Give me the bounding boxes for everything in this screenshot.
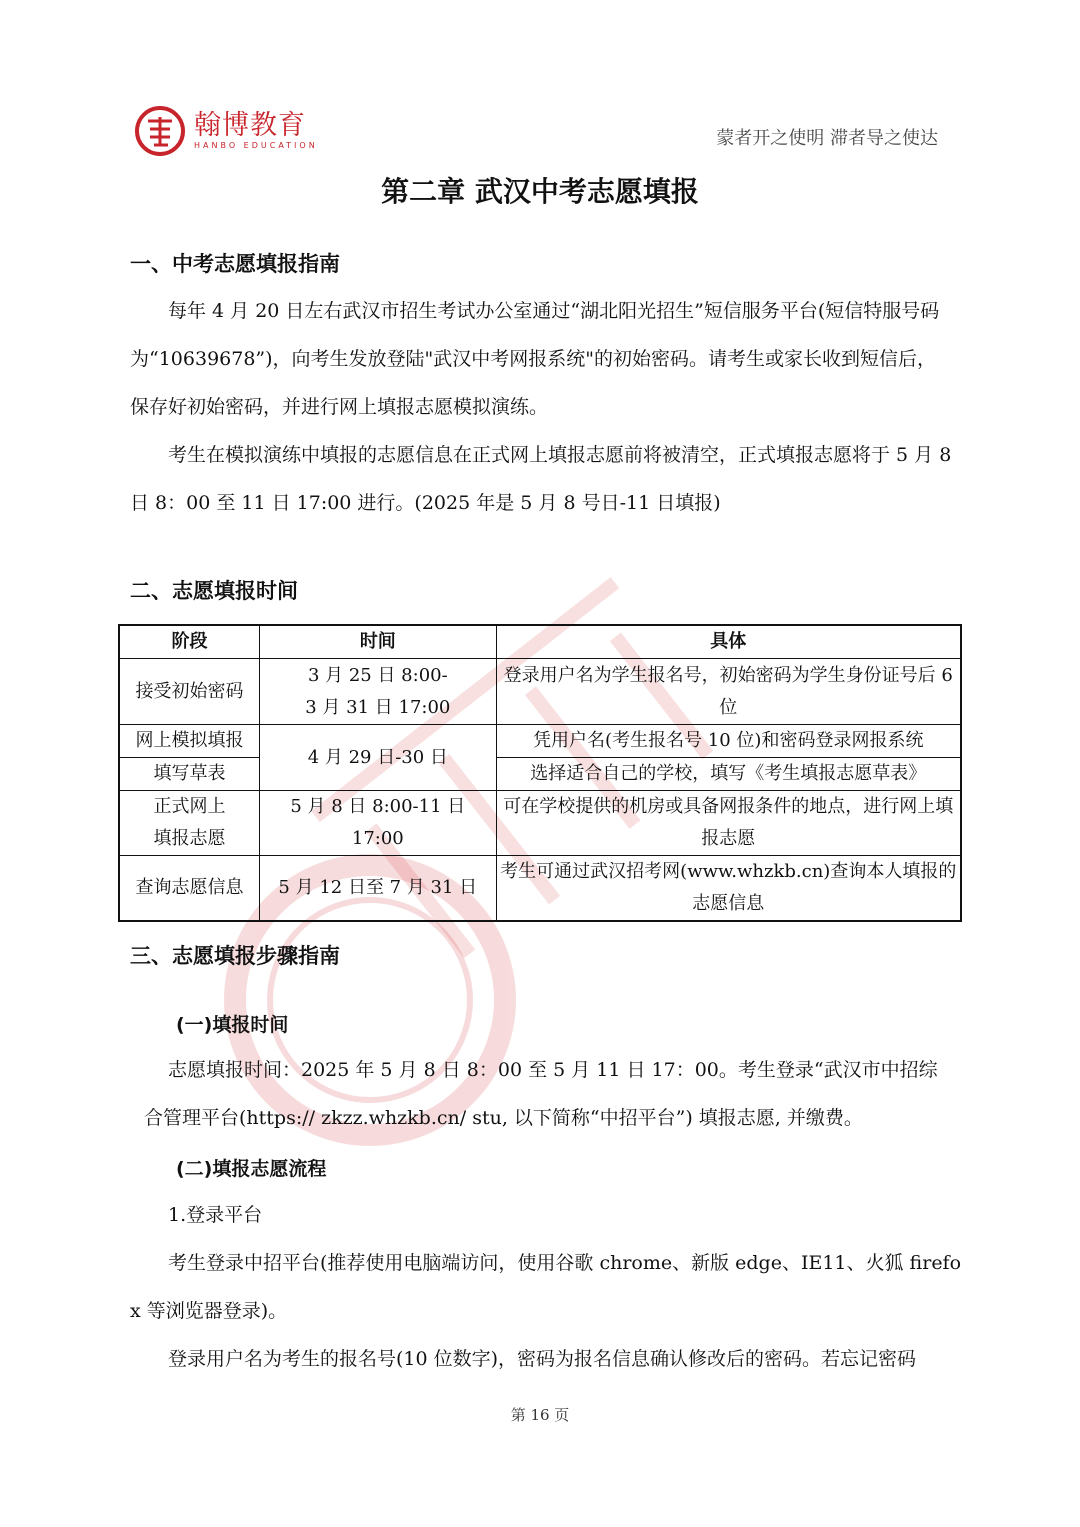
- table-cell-time: 5 月 8 日 8:00-11 日 17:00: [260, 791, 496, 856]
- table-header-cell: 具体: [496, 625, 961, 659]
- table-cell-detail: 可在学校提供的机房或具备网报条件的地点，进行网上填报志愿: [496, 791, 961, 856]
- table-header-row: [119, 625, 961, 659]
- table-row: [119, 758, 961, 791]
- page-number: 第 16 页: [510, 1406, 570, 1424]
- subsection-fill-time: (一)填报时间: [176, 1014, 289, 1036]
- time-line: 3 月 25 日 8:00-: [307, 664, 448, 686]
- table-cell-time: 4 月 29 日-30 日: [260, 725, 496, 791]
- fill-time-text-line: 合管理平台(https:// zkzz.whzkb.cn/ stu, 以下简称“中招平台”) 填报志愿, 并缴费。: [144, 1107, 863, 1129]
- table-cell-detail: 选择适合自己的学校，填写《考生填报志愿草表》: [496, 758, 961, 791]
- table-cell-stage: 网上模拟填报: [119, 725, 260, 758]
- step-text-line: 考生登录中招平台(推荐使用电脑端访问，使用谷歌 chrome、新版 edge、IE11、火狐 firefo: [168, 1252, 962, 1274]
- table-cell-stage: 接受初始密码: [119, 659, 260, 725]
- table-row: [119, 791, 961, 856]
- table-row: [119, 725, 961, 758]
- stage-line: 填报志愿: [153, 828, 226, 849]
- section2-heading: 二、志愿填报时间: [130, 579, 298, 603]
- time-line: 3 月 31 日 17:00: [305, 696, 451, 718]
- step-title: 1.登录平台: [168, 1204, 263, 1226]
- schedule-table: [118, 624, 962, 922]
- section3-heading: 三、志愿填报步骤指南: [130, 944, 340, 968]
- table-cell-time: 5 月 12 日至 7 月 31 日: [260, 856, 496, 922]
- step-text-line: x 等浏览器登录)。: [130, 1300, 288, 1322]
- table-row: [119, 856, 961, 922]
- brand-logo: [134, 105, 318, 157]
- step-text-line: 登录用户名为考生的报名号(10 位数字)，密码为报名信息确认修改后的密码。若忘记密码: [168, 1348, 917, 1370]
- subsection-fill-process: (二)填报志愿流程: [176, 1158, 327, 1180]
- table-header-cell: 阶段: [119, 625, 260, 659]
- header-motto: 蒙者开之使明 滞者导之使达: [716, 128, 938, 149]
- table-row: [119, 659, 961, 725]
- logo-seal-icon: [134, 105, 186, 157]
- table-cell-stage: 查询志愿信息: [119, 856, 260, 922]
- table-cell-time: [260, 659, 496, 725]
- section1-paragraph-1: 每年 4 月 20 日左右武汉市招生考试办公室通过“湖北阳光招生”短信服务平台(短信特服号码为“10639678”)，向考生发放登陆"武汉中考网报系统"的初始密码。请考生或家长收到短信后，保存好初始密码，并进行网上填报志愿模拟演练。: [130, 300, 940, 418]
- logo-chinese-name: 翰博教育: [194, 110, 306, 141]
- fill-time-text-line: 志愿填报时间：2025 年 5 月 8 日 8：00 至 5 月 11 日 17：00。考生登录“武汉市中招综: [168, 1059, 938, 1081]
- chapter-title: 第二章 武汉中考志愿填报: [381, 175, 699, 208]
- stage-line: 正式网上: [153, 796, 226, 817]
- section1-heading: 一、中考志愿填报指南: [130, 252, 340, 276]
- table-cell-detail: 登录用户名为学生报名号，初始密码为学生身份证号后 6 位: [496, 659, 961, 725]
- logo-english-name: HANBO EDUCATION: [194, 141, 318, 150]
- table-cell-detail: 考生可通过武汉招考网(www.whzkb.cn)查询本人填报的志愿信息: [496, 856, 961, 922]
- table-cell-detail: 凭用户名(考生报名号 10 位)和密码登录网报系统: [496, 725, 961, 758]
- table-cell-stage: [119, 791, 260, 856]
- section1-paragraph-2: 考生在模拟演练中填报的志愿信息在正式网上填报志愿前将被清空，正式填报志愿将于 5 月 8 日 8：00 至 11 日 17:00 进行。(2025 年是 5 月 8 号日-11 日填报): [130, 444, 952, 514]
- table-header-cell: 时间: [260, 625, 496, 659]
- table-cell-stage: 填写草表: [119, 758, 260, 791]
